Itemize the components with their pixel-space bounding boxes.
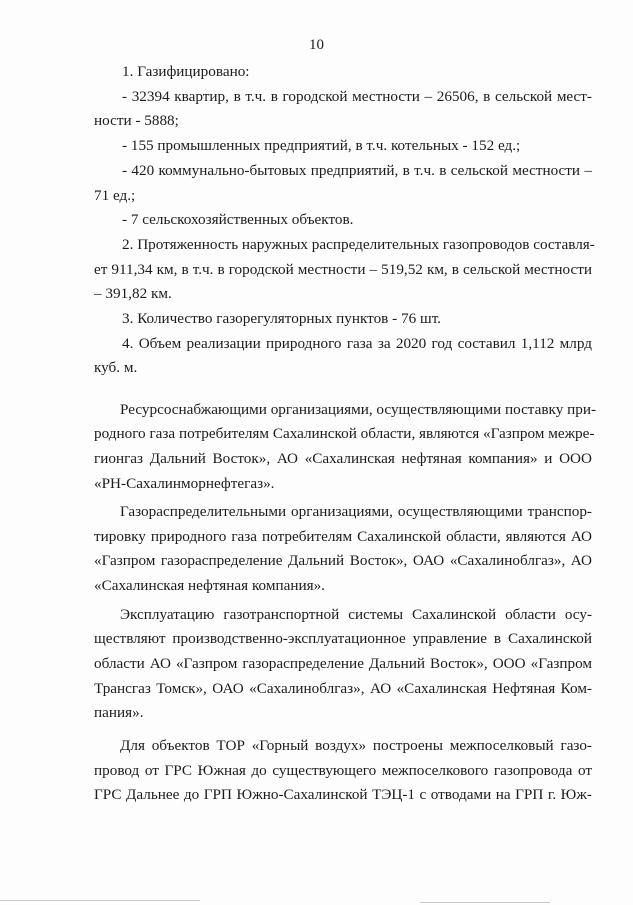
paragraph-line: Эксплуатацию газотранспортной системы Сахалинской области осу-: [120, 605, 592, 623]
scan-artifact: [0, 900, 200, 901]
text-line: - 420 коммунально-бытовых предприятий, в т.ч. в сельской местности –: [122, 161, 592, 179]
page-number: 10: [309, 37, 324, 53]
paragraph-line: Для объектов ТОР «Горный воздух» построены межпоселковый газо-: [120, 737, 592, 754]
paragraph-line: «Газпром газораспределение Дальний Восток», ОАО «Сахалиноблгаз», АО: [94, 552, 592, 570]
scan-artifact: [420, 902, 550, 903]
text-line: - 7 сельскохозяйственных объектов.: [122, 211, 354, 229]
text-line: - 32394 квартир, в т.ч. в городской местности – 26506, в сельской мест-: [122, 87, 592, 105]
paragraph-line: «РН-Сахалинморнефтегаз».: [94, 474, 275, 492]
paragraph-line: тировку природного газа потребителям Сахалинской области, являются АО: [94, 527, 592, 545]
paragraph-line: Газораспределительными организациями, осуществляющими транспор-: [120, 503, 592, 520]
text-line: – 391,82 км.: [94, 285, 172, 303]
paragraph-line: провод от ГРС Южная до существующего межпоселкового газопровода от: [94, 761, 592, 779]
paragraph-line: области АО «Газпром газораспределение Дальний Восток», ООО «Газпром: [94, 654, 592, 672]
list-heading-gasified: 1. Газифицировано:: [122, 63, 250, 80]
text-line: 71 ед.;: [94, 186, 136, 204]
text-line: 2. Протяженность наружных распределительных газопроводов составля-: [122, 235, 595, 253]
paragraph-line: родного газа потребителям Сахалинской области, являются «Газпром межре-: [94, 425, 595, 443]
paragraph-line: пания».: [94, 704, 144, 722]
paragraph-line: гионгаз Дальний Восток», АО «Сахалинская нефтяная компания» и ООО: [94, 449, 592, 467]
text-line: - 155 промышленных предприятий, в т.ч. котельных - 152 ед.;: [122, 137, 521, 155]
text-line: 3. Количество газорегуляторных пунктов - 76 шт.: [122, 310, 441, 327]
paragraph-line: Трансгаз Томск», ОАО «Сахалиноблгаз», АО «Сахалинская Нефтяная Ком-: [94, 679, 592, 697]
text-line: 4. Объем реализации природного газа за 2020 год составил 1,112 млрд: [122, 334, 592, 352]
text-line: ет 911,34 км, в т.ч. в городской местности – 519,52 км, в сельской местности: [94, 260, 592, 278]
paragraph-line: Ресурсоснабжающими организациями, осуществляющими поставку при-: [120, 400, 597, 418]
paragraph-line: ГРС Дальнее до ГРП Южно-Сахалинской ТЭЦ-1 с отводами на ГРП г. Юж-: [94, 786, 592, 804]
paragraph-line: «Сахалинская нефтяная компания».: [94, 577, 325, 595]
text-line: куб. м.: [94, 359, 138, 377]
text-line: ности - 5888;: [94, 112, 179, 130]
paragraph-line: ществляют производственно-эксплуатационное управление в Сахалинской: [94, 630, 592, 648]
